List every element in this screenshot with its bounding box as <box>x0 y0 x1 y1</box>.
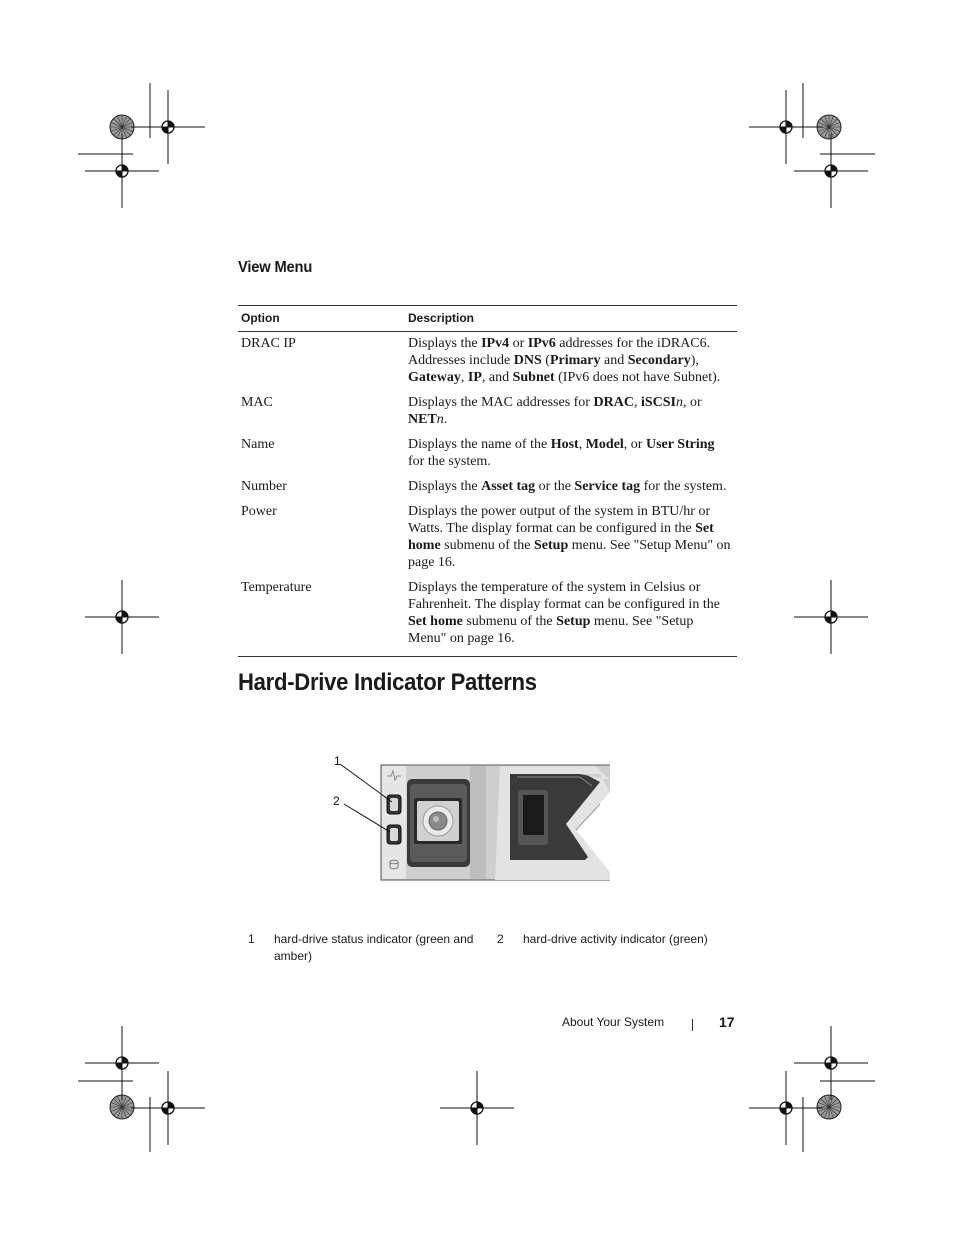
page-number: 17 <box>719 1014 735 1030</box>
table-row <box>238 477 737 502</box>
table-header-row <box>238 306 737 332</box>
column-header-option: Option <box>238 306 405 332</box>
callout-1-label: 1 <box>334 754 341 768</box>
description-cell: Displays the MAC addresses for DRAC, iSCSIn, or NETn. <box>408 395 702 427</box>
table-body <box>238 332 737 657</box>
table-row <box>238 332 737 394</box>
description-cell: Displays the IPv4 or IPv6 addresses for the iDRAC6. Addresses include DNS (Primary and Secondary), Gateway, IP, and Subnet (IPv6 does not have Subnet). <box>408 336 721 385</box>
description-cell: Displays the temperature of the system in Celsius or Fahrenheit. The display format can be configured in the Set home submenu of the Setup menu. See "Setup Menu" on page 16. <box>405 578 737 657</box>
description-cell: Displays the power output of the system in BTU/hr or Watts. The display format can be configured in the Set home submenu of the Setup menu. See "Setup Menu" on page 16. <box>408 504 731 570</box>
option-cell: Name <box>241 437 275 452</box>
callout-2-label: 2 <box>333 794 340 808</box>
description-cell: Displays the name of the Host, Model, or User String for the system. <box>408 437 715 469</box>
option-cell: Temperature <box>238 578 405 657</box>
hard-drive-illustration <box>330 752 610 887</box>
table-row <box>238 393 737 435</box>
option-cell: DRAC IP <box>241 336 296 351</box>
column-header-description: Description <box>405 306 737 332</box>
page-heading: Hard-Drive Indicator Patterns <box>238 669 537 696</box>
view-menu-table <box>238 305 737 657</box>
footer-divider <box>692 1019 693 1031</box>
table-row <box>238 578 737 657</box>
legend-1-number: 1 <box>248 932 255 946</box>
description-cell: Displays the Asset tag or the Service tag for the system. <box>408 479 727 494</box>
legend-2-text: hard-drive activity indicator (green) <box>523 932 708 946</box>
legend-1-text: hard-drive status indicator (green and amber) <box>274 932 474 963</box>
table-row <box>238 502 737 578</box>
section-title: View Menu <box>238 259 313 276</box>
option-cell: Power <box>241 504 277 519</box>
footer-chapter: About Your System <box>562 1015 665 1029</box>
option-cell: Number <box>241 479 287 494</box>
option-cell: MAC <box>241 395 273 410</box>
table-row <box>238 435 737 477</box>
legend-2-number: 2 <box>497 932 504 946</box>
